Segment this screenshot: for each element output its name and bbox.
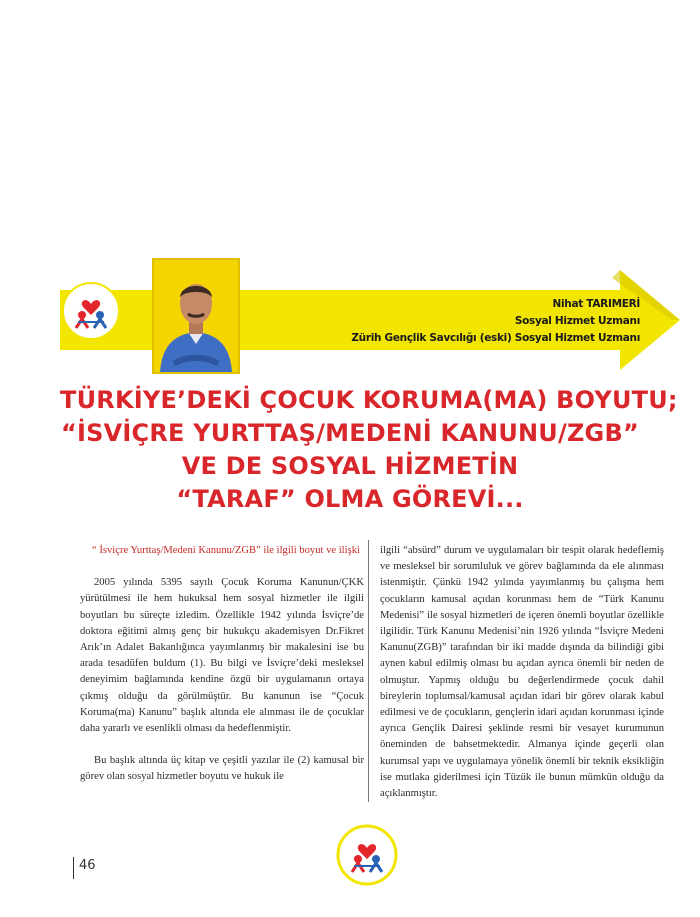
right-paragraph-1: ilgili “absürd” durum ve uygulamaları bir tespit olarak hedeflemiş ve mesleksel bir sorumluluk ve görev bağlamında da ele alınması istenmiştir. Çünkü 1942 yılında yayımlanmış bu çalışma hem çocukların kamusal açıdan korunması hem de “Türk Kanunu Medenisi” ile sosyal hizmetleri de içeren önemli boyutlar özellikle ilgilidir. Türk Kanunu Medenisi’nin 1926 yılında “İsviçre Medeni Kanunu(ZGB)” tarafından bir iki madde dışında da bilindiği gibi aynen kabul edilmiş olması bu açıdan ayrıca önemli bir neden de olmuştur. Yapmış olduğu bu değerlendirmede çocuk dahil bireylerin toplumsal/kamusal açıdan idari bir görev olarak kabul edilmesi ve de çocukların, gençlerin idari açıdan korunması içinde ayrıca Gençlik Dairesi şeklinde resmi bir vesayet kurumunun öneminden de bahsetmektedir. Almanya içinde geçerli olan kurumsal yapı ve uygulamaya yönelik önemli bir teknik eksikliğin ise mutlaka giderilmesi için Tüzük ile bunun mümkün olduğu da açıklanmıştır. [380,545,664,800]
author-name: Nihat TARIMERİ [552,298,640,310]
article-title [60,384,678,516]
right-column [380,543,664,818]
author-photo [152,258,240,374]
column-divider [368,540,369,802]
section-subheading: “ İsviçre Yurttaş/Medeni Kanunu/ZGB” ile ilgili boyut ve ilişki [92,545,360,556]
left-paragraph-2: Bu başlık altında üç kitap ve çeşitli yazılar ile (2) kamusal bir görev olan sosyal hizmetler boyutu ve hukuk ile [80,755,364,783]
author-affiliation: Zürih Gençlik Savcılığı (eski) Sosyal Hizmet Uzmanı [351,332,640,344]
page-number-bar [73,857,74,879]
organization-logo-icon [62,282,120,340]
author-portrait-icon [154,260,238,372]
footer-logo-icon [336,824,398,886]
title-line-2: “İSVİÇRE YURTTAŞ/MEDENİ KANUNU/ZGB” [61,419,639,447]
title-line-4: “TARAF” OLMA GÖREVİ... [176,485,524,513]
author-info [351,296,640,347]
title-line-3: VE DE SOSYAL HİZMETİN [181,452,519,480]
page-number: 46 [79,858,96,873]
left-column [80,543,364,802]
author-role: Sosyal Hizmet Uzmanı [514,315,640,327]
title-line-1: TÜRKİYE’DEKİ ÇOCUK KORUMA(MA) BOYUTU; [60,386,678,414]
left-paragraph-1: 2005 yılında 5395 sayılı Çocuk Koruma Kanunun/ÇKK yürütülmesi ile hem hukuksal hem sosyal hizmetler ile ilgili boyutları bu süreçte izledim. Özellikle 1942 yılında İsviçre’de doktora eğitimi almış genç bir hukukçu akademisyen Dr.Fikret Arık’ın Adalet Bakanlığınca yayımlanmış bir makalesini ise bu arada tesadüfen buldum (1). Bu bilgi ve İsviçre’deki mesleksel deneyimim bağlamında kendine özgü bir uygulamanın ortaya çıkmış olduğu da görülmüştür. Bu kanunun ise “Çocuk Koruma(ma) Kanunu” başlık altında ele alınması ile de çocuklar daha yararlı ve esenlikli olması da hedeflenmiştir. [80,577,364,735]
